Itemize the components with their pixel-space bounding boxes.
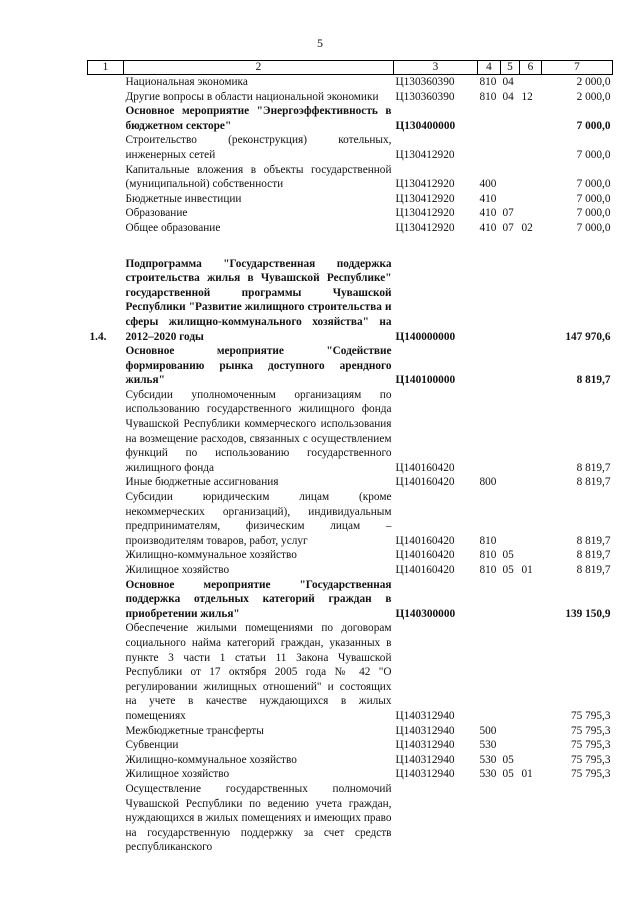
row-code: Ц130412920 [395,221,455,234]
row-col5: 07 [502,207,514,220]
row-col4 [478,104,501,133]
row-amount: 8 819,7 [576,461,611,474]
row-name: Субвенции [125,739,179,752]
table-row [88,133,613,162]
row-name: Основное мероприятие "Государственная поддержка отдельных категорий граждан в приобретении жилья" [125,578,392,620]
row-col6 [520,548,542,563]
column-header: 5 [501,61,520,75]
table-row [88,475,613,490]
row-code: Ц130360390 [395,76,455,88]
row-col5 [501,724,520,739]
budget-table [87,60,613,855]
row-code: Ц140160420 [395,461,455,474]
row-name: Осуществление государственных полномочий Чувашской Республики по ведению учета граждан, нуждающихся в жилых помещениях и имеющих право на государственную поддержку за счет средств республиканского [125,782,392,854]
row-col5 [501,738,520,753]
row-number [88,206,124,221]
row-amount: 75 795,3 [570,768,611,781]
row-number [88,548,124,563]
row-name: Общее образование [125,221,221,234]
row-amount: 2 000,0 [576,76,611,88]
row-name: Основное мероприятие "Энергоэффективность в бюджетном секторе" [125,105,392,132]
row-amount: 7 000,0 [576,192,611,205]
row-col5: 04 [502,76,514,88]
row-col4 [478,578,501,622]
row-code: Ц140160420 [395,476,455,489]
row-col5 [501,133,520,162]
row-amount: 7 000,0 [576,207,611,220]
row-code: Ц130412920 [395,178,455,191]
row-amount [542,782,613,855]
row-col4: 530 [479,739,497,752]
row-number [88,767,124,782]
row-amount: 75 795,3 [570,753,611,766]
row-col6 [520,75,542,90]
row-amount: 8 819,7 [576,476,611,489]
row-name: Национальная экономика [125,76,248,88]
row-amount: 2 000,0 [576,90,611,103]
row-number [88,75,124,90]
table-row [88,192,613,207]
table-row [88,578,613,622]
table-row [88,257,613,345]
table-row [88,563,613,578]
row-code: Ц130412920 [395,207,455,220]
row-name: Субсидии уполномоченным организациям по использованию государственного жилищного фонда Чувашской Республики коммерческого использования на возмещение расходов, связанных с осуществлением функций по использованию государственного жилищного фонда [125,388,392,474]
row-col6 [520,621,542,723]
table-row [88,782,613,855]
row-col5 [501,578,520,622]
row-name: Капитальные вложения в объекты государственной (муниципальной) собственности [125,163,392,191]
row-col5: 07 [502,221,514,234]
spacer-row [88,236,613,257]
row-code: Ц140160420 [395,534,455,547]
row-col6 [520,344,542,388]
row-code: Ц140160420 [395,549,455,562]
row-name: Жилищно-коммунальное хозяйство [125,549,297,562]
row-col6 [520,163,542,192]
row-col4: 530 [479,753,497,766]
table-row [88,344,613,388]
row-amount: 7 000,0 [576,119,611,132]
row-col4: 410 [479,192,497,205]
column-header: 1 [88,61,124,75]
row-number [88,578,124,622]
table-row [88,738,613,753]
table-row [88,221,613,236]
row-number [88,104,124,133]
row-col6 [520,388,542,476]
row-col5 [501,257,520,345]
row-code: Ц140312940 [395,709,455,722]
row-col5 [501,192,520,207]
row-col4: 810 [479,564,497,576]
table-row [88,104,613,133]
page-number: 5 [317,36,323,50]
row-amount: 7 000,0 [576,221,611,234]
row-col4 [478,133,501,162]
row-col6 [520,206,542,221]
row-col5: 04 [502,90,514,103]
row-col4: 810 [479,534,497,547]
row-col6: 01 [521,564,533,576]
row-name: Иные бюджетные ассигнования [125,476,279,489]
row-col6 [520,738,542,753]
row-col4: 500 [479,724,497,737]
row-number [88,221,124,236]
row-amount: 147 970,6 [565,330,611,343]
row-code: Ц140160420 [395,564,455,576]
column-header: 3 [394,61,478,75]
row-name: Жилищное хозяйство [125,768,230,781]
row-col5 [501,344,520,388]
row-col5: 05 [502,564,514,576]
row-name: Образование [125,207,188,220]
column-header: 4 [478,61,501,75]
row-number [88,753,124,768]
table-row [88,753,613,768]
row-amount: 8 819,7 [576,549,611,562]
column-header: 2 [124,61,394,75]
row-col5: 05 [502,768,514,781]
row-col5 [501,104,520,133]
row-amount: 75 795,3 [570,739,611,752]
row-name: Строительство (реконструкция) котельных, инженерных сетей [125,134,392,161]
row-col5: 05 [502,549,514,562]
row-name: Другие вопросы в области национальной экономики [125,90,379,103]
table-row [88,206,613,221]
row-col4: 410 [479,207,497,220]
row-col6 [520,192,542,207]
row-number [88,563,124,578]
spacer-cell [88,236,613,257]
row-code: Ц140312940 [395,753,455,766]
row-number [88,90,124,105]
row-col5 [501,475,520,490]
row-amount: 8 819,7 [576,374,611,387]
row-col4 [478,782,501,855]
row-amount: 139 150,9 [565,607,611,620]
row-col5 [501,490,520,548]
row-amount: 8 819,7 [576,534,611,547]
row-col4: 400 [479,178,497,191]
row-col6 [520,782,542,855]
row-col4 [478,257,501,345]
row-number [88,782,124,855]
table-row [88,388,613,476]
table-row [88,90,613,105]
column-header-row [88,61,613,75]
row-number [88,738,124,753]
row-number [88,490,124,548]
row-amount: 75 795,3 [570,709,611,722]
table-row [88,767,613,782]
row-amount: 8 819,7 [576,564,611,576]
row-code: Ц140312940 [395,724,455,737]
row-col4 [478,344,501,388]
row-name: Межбюджетные трансферты [125,724,264,737]
row-code: Ц140312940 [395,739,455,752]
row-code: Ц130412920 [395,148,455,161]
row-code: Ц130412920 [395,192,455,205]
row-col5 [501,782,520,855]
row-amount: 7 000,0 [576,178,611,191]
row-code [394,782,478,855]
row-col6 [520,578,542,622]
row-name: Основное мероприятие "Содействие формированию рынка доступного арендного жилья" [125,345,392,387]
row-name: Подпрограмма "Государственная поддержка строительства жилья в Чувашской Республике" государственной программы Чувашской Республики "Развитие жилищного строительства и сферы жилищно-коммунального хозяйства" на 2012–2020 годы [125,257,392,343]
row-col6: 01 [521,768,533,781]
row-number [88,192,124,207]
row-name: Субсидии юридическим лицам (кроме некоммерческих организаций), индивидуальным предпринимателям, физическим лицам – производителям товаров, работ, услуг [125,491,392,547]
table-row [88,163,613,192]
row-number [88,133,124,162]
table-row [88,75,613,90]
row-col5: 05 [502,753,514,766]
column-header: 7 [542,61,613,75]
row-col6 [520,724,542,739]
row-col4: 800 [479,476,497,489]
row-amount: 7 000,0 [576,148,611,161]
row-col5 [501,163,520,192]
row-col4 [478,621,501,723]
row-name: Жилищное хозяйство [125,564,230,576]
row-col6: 02 [521,221,533,234]
row-col4: 810 [479,549,497,562]
table-row [88,548,613,563]
row-number [88,475,124,490]
row-col6 [520,753,542,768]
row-col6 [520,475,542,490]
table-row [88,621,613,723]
row-name: Жилищно-коммунальное хозяйство [125,753,297,766]
row-number [88,724,124,739]
row-col6 [520,490,542,548]
table-row [88,724,613,739]
row-col5 [501,388,520,476]
row-number [88,621,124,723]
row-col5 [501,621,520,723]
row-number [88,163,124,192]
row-col6 [520,257,542,345]
row-code: Ц130360390 [395,90,455,103]
row-col4: 810 [479,90,497,103]
row-code: Ц130400000 [395,119,456,132]
row-code: Ц140312940 [395,768,455,781]
row-col4 [478,388,501,476]
row-name: Бюджетные инвестиции [125,192,242,205]
row-col4: 810 [479,76,497,88]
row-number [88,344,124,388]
row-col4: 410 [479,221,497,234]
row-name: Обеспечение жилыми помещениями по договорам социального найма категорий граждан, указанных в пункте 3 части 1 статьи 11 Закона Чувашской Республики от 17 октября 2005 года № 42 "О регулировании жилищных отношений" и состоящих на учете в качестве нуждающихся в жилых помещениях [125,622,392,722]
row-col6 [520,104,542,133]
row-code: Ц140100000 [395,374,456,387]
row-col6 [520,133,542,162]
row-number: 1.4. [89,330,107,343]
row-code: Ц140000000 [395,330,456,343]
row-code: Ц140300000 [395,607,456,620]
row-number [88,388,124,476]
row-col4: 530 [479,768,497,781]
column-header: 6 [520,61,542,75]
row-amount: 75 795,3 [570,724,611,737]
row-col6: 12 [521,90,533,103]
table-row [88,490,613,548]
